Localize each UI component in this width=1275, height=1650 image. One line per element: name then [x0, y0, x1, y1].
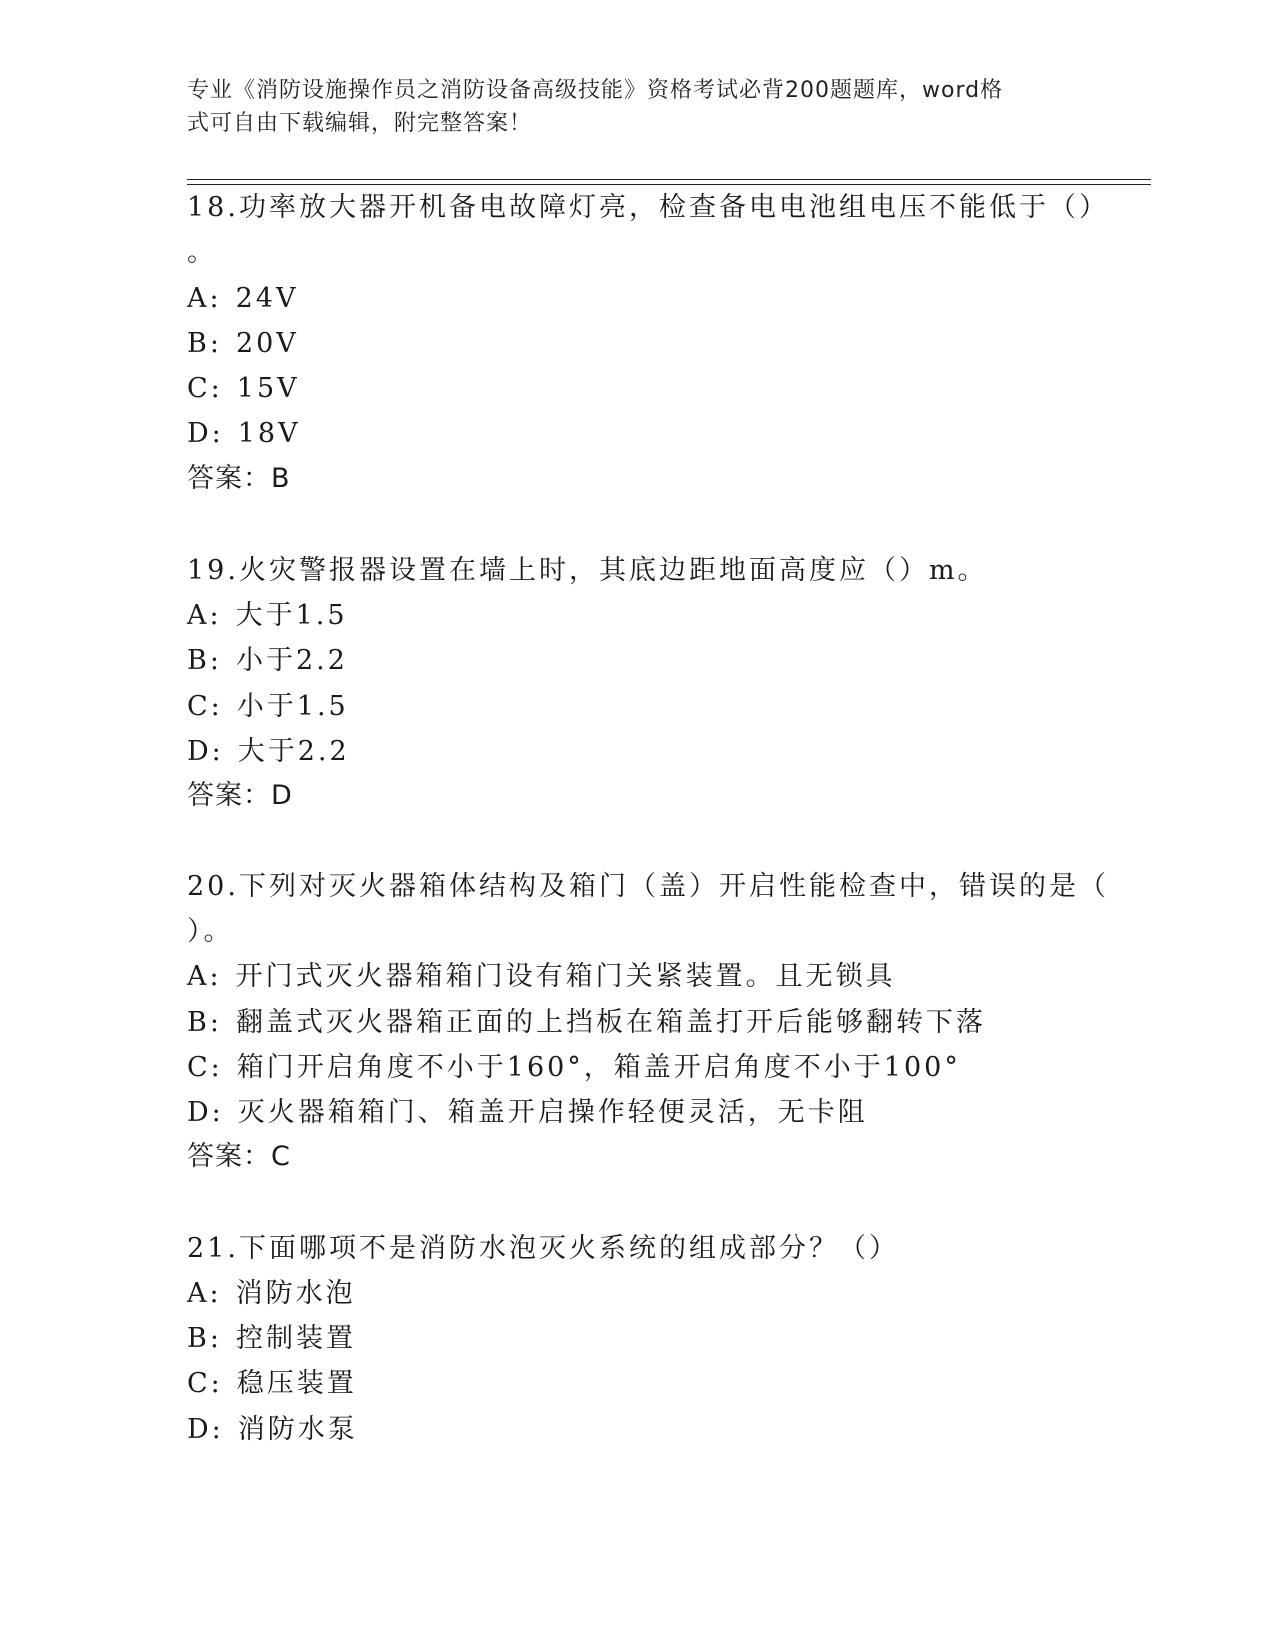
option-letter: D: — [187, 418, 224, 449]
question-18-option-b — [187, 327, 299, 361]
option-letter: B: — [187, 645, 222, 676]
question-20-answer: 答案：C — [187, 1141, 291, 1172]
question-21-option-b — [187, 1322, 356, 1356]
option-letter: A: — [187, 961, 222, 992]
option-letter: D: — [187, 1097, 224, 1128]
option-text: 开门式灭火器箱箱门设有箱门关紧装置。且无锁具 — [235, 961, 896, 992]
option-text: 灭火器箱箱门、箱盖开启操作轻便灵活，无卡阻 — [237, 1097, 868, 1128]
question-19-stem: 19.火灾警报器设置在墙上时，其底边距地面高度应（）m。 — [187, 555, 988, 586]
question-20-option-b — [187, 1006, 986, 1040]
question-18-stem-cont: 。 — [187, 237, 217, 268]
question-18-option-c — [187, 372, 300, 406]
option-text: 大于2.2 — [237, 736, 350, 767]
option-letter: D: — [187, 736, 224, 767]
option-text: 消防水泡 — [235, 1278, 356, 1309]
option-letter: B: — [187, 328, 222, 359]
question-20-stem: 20.下列对灭火器箱体结构及箱门（盖）开启性能检查中，错误的是（ — [187, 871, 1109, 902]
option-letter: C: — [187, 1052, 223, 1083]
question-18-answer: 答案：B — [187, 463, 291, 494]
option-text: 控制装置 — [235, 1323, 356, 1354]
header-line-2: 式可自由下载编辑，附完整答案！ — [187, 111, 533, 136]
question-19-option-d — [187, 735, 350, 769]
question-20-option-c — [187, 1051, 961, 1085]
question-19-option-b — [187, 644, 348, 678]
option-letter: A: — [187, 600, 222, 631]
option-text: 20V — [235, 328, 299, 359]
option-text: 翻盖式灭火器箱正面的上挡板在箱盖打开后能够翻转下落 — [235, 1007, 986, 1038]
option-text: 小于2.2 — [235, 645, 348, 676]
option-letter: C: — [187, 691, 223, 722]
question-19-option-a — [187, 599, 348, 633]
header-divider-bottom — [187, 184, 1151, 185]
option-letter: B: — [187, 1007, 222, 1038]
option-text: 15V — [236, 373, 300, 404]
option-text: 稳压装置 — [236, 1368, 357, 1399]
question-19-option-c — [187, 690, 349, 724]
option-letter: B: — [187, 1323, 222, 1354]
document-header — [187, 74, 1067, 140]
question-21-option-a — [187, 1277, 356, 1311]
option-letter: D: — [187, 1414, 224, 1445]
option-text: 24V — [235, 283, 299, 314]
option-letter: C: — [187, 373, 223, 404]
question-18-option-d — [187, 417, 301, 451]
option-letter: A: — [187, 1278, 222, 1309]
option-text: 18V — [237, 418, 301, 449]
option-text: 小于1.5 — [236, 691, 349, 722]
question-18-stem: 18.功率放大器开机备电故障灯亮，检查备电电池组电压不能低于（） — [187, 192, 1109, 223]
header-line-1: 专业《消防设施操作员之消防设备高级技能》资格考试必背200题题库，word格 — [187, 78, 1004, 103]
question-21-stem: 21.下面哪项不是消防水泡灭火系统的组成部分？（） — [187, 1233, 899, 1264]
option-text: 箱门开启角度不小于160°，箱盖开启角度不小于100° — [236, 1052, 961, 1083]
question-21-option-d — [187, 1413, 358, 1447]
option-letter: A: — [187, 283, 222, 314]
header-divider-top — [187, 179, 1151, 180]
option-text: 大于1.5 — [235, 600, 348, 631]
question-20-stem-cont: ）。 — [187, 916, 234, 947]
question-20-option-d — [187, 1096, 868, 1130]
question-20-option-a — [187, 960, 896, 994]
option-text: 消防水泵 — [237, 1414, 358, 1445]
option-letter: C: — [187, 1368, 223, 1399]
question-21-option-c — [187, 1367, 357, 1401]
question-19-answer: 答案：D — [187, 780, 293, 811]
question-18-option-a — [187, 282, 298, 316]
